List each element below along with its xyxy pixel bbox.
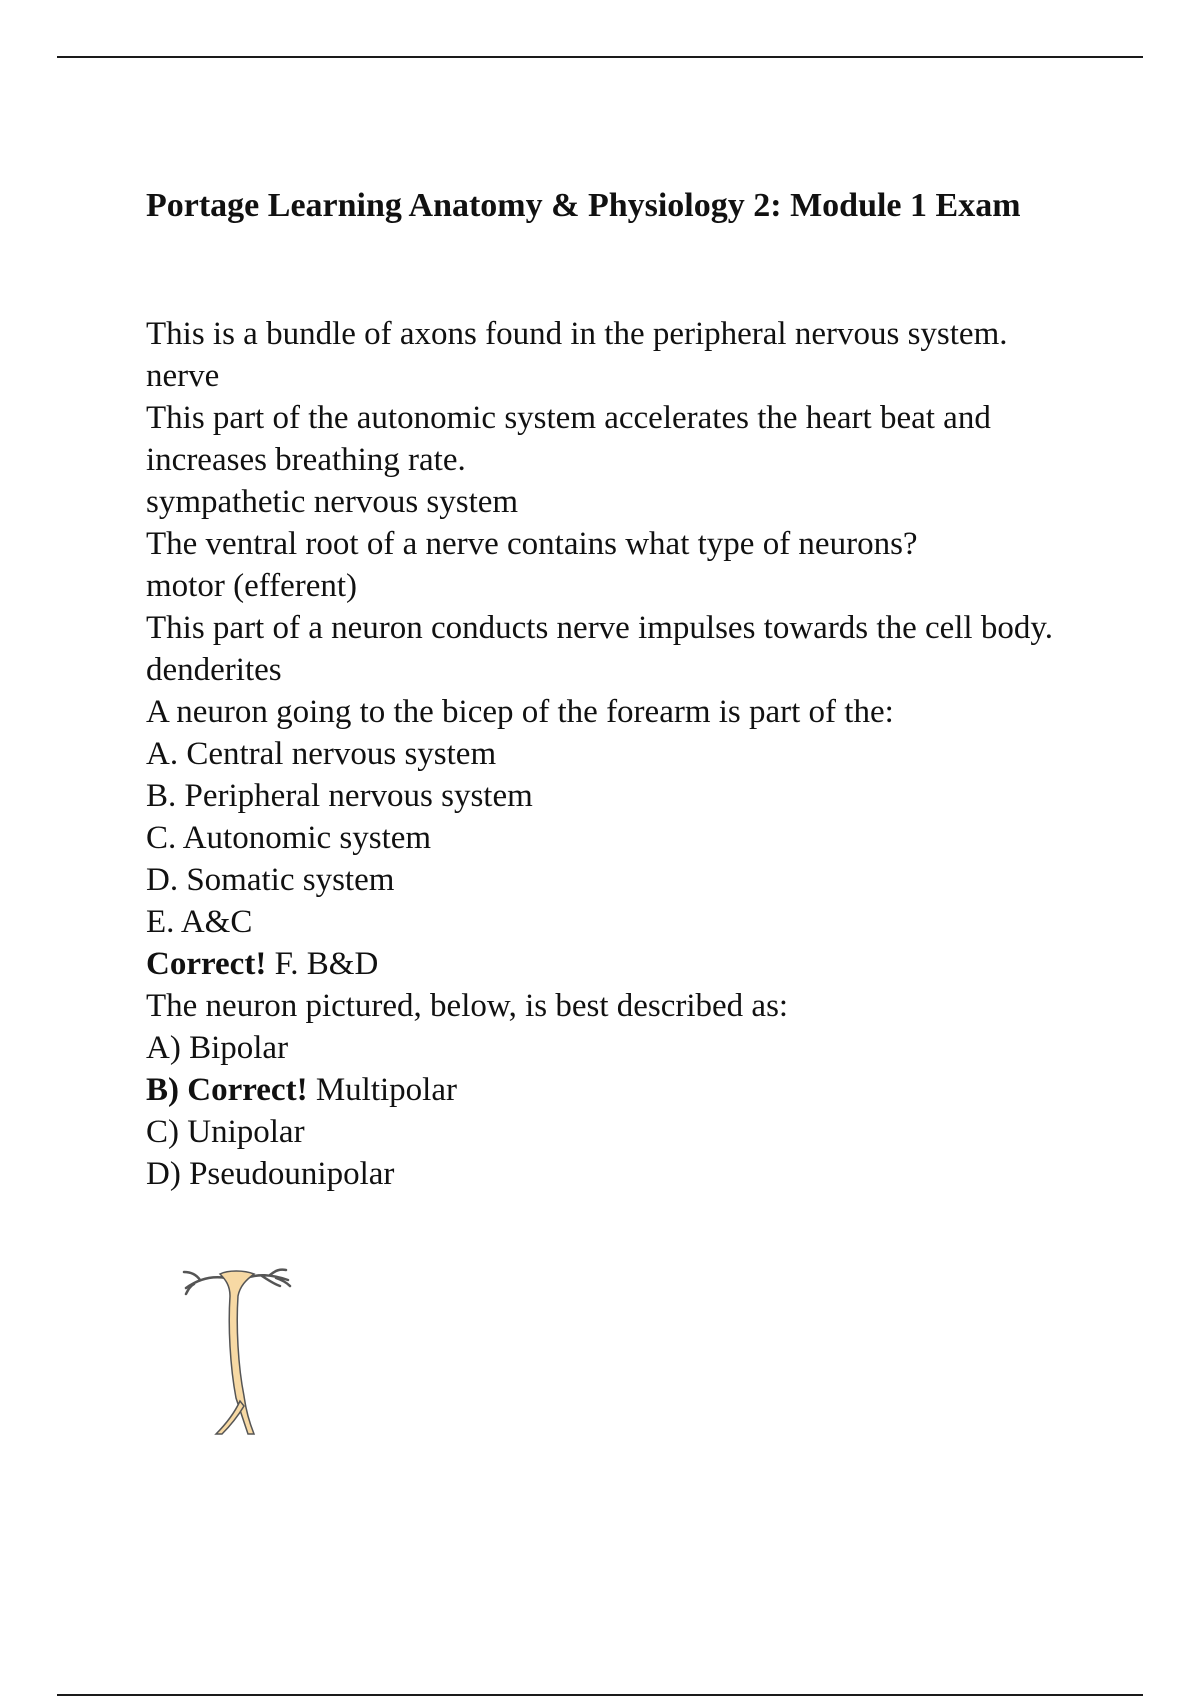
question-3: The ventral root of a nerve contains what type of neurons? <box>146 526 918 562</box>
mc1-option-d: D. Somatic system <box>146 862 395 898</box>
dendrite-left <box>184 1272 226 1294</box>
mc1-question: A neuron going to the bicep of the forearm is part of the: <box>146 694 894 730</box>
mc1-option-e: E. A&C <box>146 904 253 940</box>
question-2: This part of the autonomic system accelerates the heart beat and increases breathing rate. <box>146 400 991 478</box>
dendrite-right <box>246 1270 290 1286</box>
mc2-correct-answer <box>146 1069 1086 1111</box>
mc1-option-f: F. B&D <box>274 946 379 982</box>
mc1-option-b: B. Peripheral nervous system <box>146 778 533 814</box>
answer-3: motor (efferent) <box>146 568 358 604</box>
mc2-option-a: A) Bipolar <box>146 1030 289 1066</box>
answer-4: denderites <box>146 652 282 688</box>
page-title: Portage Learning Anatomy & Physiology 2: Module 1 Exam <box>146 187 1021 224</box>
mc1-option-c: C. Autonomic system <box>146 820 432 856</box>
answer-2: sympathetic nervous system <box>146 484 519 520</box>
bottom-rule <box>57 1694 1143 1696</box>
answer-1: nerve <box>146 358 220 394</box>
neuron-shape <box>184 1270 290 1434</box>
mc1-option-a: A. Central nervous system <box>146 736 497 772</box>
mc2-option-d: D) Pseudounipolar <box>146 1156 395 1192</box>
correct-marker: Correct! <box>146 946 267 982</box>
neuron-illustration <box>176 1266 306 1436</box>
question-4: This part of a neuron conducts nerve impulses towards the cell body. <box>146 610 1053 646</box>
mc2-option-b: Multipolar <box>315 1072 457 1108</box>
top-rule <box>57 56 1143 58</box>
exam-content <box>146 313 1086 1195</box>
correct-marker: B) Correct! <box>146 1072 308 1108</box>
axon-branch <box>216 1401 244 1434</box>
mc2-option-c: C) Unipolar <box>146 1114 305 1150</box>
mc2-question: The neuron pictured, below, is best described as: <box>146 988 789 1024</box>
question-1: This is a bundle of axons found in the peripheral nervous system. <box>146 316 1008 352</box>
mc1-correct-answer <box>146 943 1086 985</box>
